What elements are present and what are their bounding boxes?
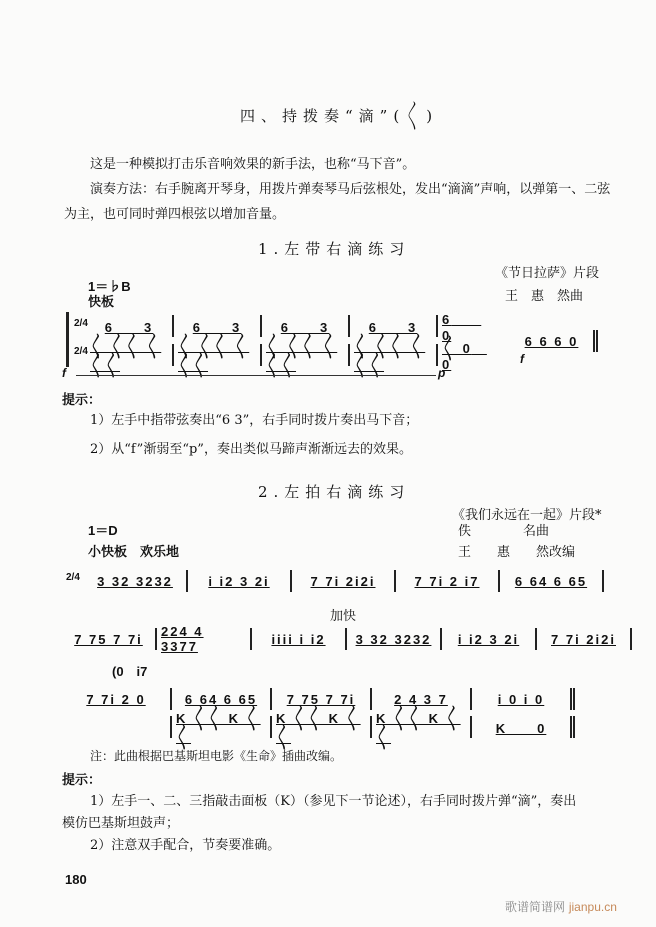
exercise-1-upper-staff (86, 312, 486, 343)
page-number: 180 (65, 872, 87, 887)
measure: 6 3 (104, 319, 154, 335)
measure: 7 75 7 7i (74, 631, 143, 647)
measure: 6 64 6 65 (184, 691, 258, 707)
measure: 〱 0 0 (442, 341, 487, 372)
exercise-1-tail (510, 330, 598, 352)
measure: K 〱〱 K 〱〱 (376, 711, 461, 745)
tips-1-item: 1）左手中指带弦奏出“6 3”，右手同时拨片奏出马下音； (90, 413, 419, 428)
exercise-2-composer: 佚 名曲 (458, 524, 550, 539)
dynamic-f-tail: f (520, 352, 524, 366)
measure: K 0 (495, 720, 547, 736)
exercise-1-title: 1.左带右滴练习 (258, 240, 411, 258)
measure: 7 7i 2 i7 (414, 573, 480, 589)
system-brace (66, 312, 69, 367)
tips-1-item: 2）从“f”渐弱至“p”，奏出类似马蹄声渐渐远去的效果。 (90, 442, 412, 457)
exercise-2-row-2 (62, 624, 632, 654)
measure: i i2 3 2i (208, 573, 270, 589)
exercise-2-percussion-row (170, 711, 575, 745)
exercise-2-row-3 (62, 688, 575, 710)
alternate-line: (0 i7 (112, 664, 148, 679)
exercise-1-source: 《节日拉萨》片段 (495, 266, 600, 281)
exercise-1-composer: 王 惠 然曲 (505, 289, 584, 304)
intro-line-2: 演奏方法：右手腕离开琴身，用拨片弹奏琴马后弦根处，发出“滴滴”声响，以弹第一、二弦 (90, 182, 611, 197)
measure: 〱 〱〱 〱 〱〱 (266, 339, 338, 373)
measure: 〱 〱〱 〱 〱〱 (90, 339, 162, 373)
measure: iiii i i2 (271, 631, 326, 647)
diminuendo-line (76, 375, 436, 376)
measure: 〱 〱〱 〱 〱〱 (354, 339, 426, 373)
measure: 7 7i 2i2i (551, 631, 616, 647)
measure: 6 0 (442, 312, 482, 343)
measure: 3 32 3232 (97, 573, 173, 589)
dynamic-f: f (62, 366, 66, 380)
measure: 6 3 (280, 319, 330, 335)
exercise-2-title: 2.左拍右滴练习 (258, 483, 411, 501)
measure: 6 3 (368, 319, 418, 335)
tips-2-item: 1）左手一、二、三指敲击面板（K）（参见下一节论述），右手同时拨片弹“滴”，奏出 (90, 794, 577, 809)
exercise-2-arranger: 王 惠 然改编 (458, 545, 576, 560)
exercise-2-source: 《我们永远在一起》片段* (452, 508, 602, 523)
tips-2-item: 2）注意双手配合，节奏要准确。 (90, 838, 281, 853)
measure: 〱 〱〱 〱 〱〱 (178, 339, 250, 373)
measure: K 〱〱 K 〱〱 (276, 711, 361, 745)
accelerando-marking: 加快 (330, 609, 357, 624)
measure: 224 4 3377 (161, 624, 204, 654)
measure: 7 75 7 7i (286, 691, 356, 707)
time-signature: 2/4 (74, 318, 88, 329)
measure: i 0 i 0 (497, 691, 545, 707)
section-title: 四、持拨奏“滴”(〱) (240, 107, 439, 125)
tips-1-label: 提示： (62, 392, 102, 407)
exercise-1-tempo: 快板 (88, 294, 115, 309)
tips-2-item: 模仿巴基斯坦鼓声； (62, 816, 180, 831)
measure: 6 64 6 65 (514, 573, 588, 589)
measure: 6 6 6 0 (524, 333, 579, 349)
time-signature: 2/4 (66, 572, 80, 583)
exercise-2-tempo: 小快板 欢乐地 (88, 544, 180, 559)
measure: 3 32 3232 (355, 631, 432, 647)
watermark-en: jianpu.cn (568, 900, 617, 914)
measure: 2 4 3 7 (394, 691, 448, 707)
footnote: 注：此曲根据巴基斯坦电影《生命》插曲改编。 (90, 749, 343, 763)
intro-line-1: 这是一种模拟打击乐音响效果的新手法，也称“马下音”。 (90, 157, 416, 172)
exercise-1-key: 1＝♭B (88, 279, 131, 294)
exercise-1-lower-staff (86, 339, 487, 373)
measure: 6 3 (192, 319, 242, 335)
time-signature-lower: 2/4 (74, 346, 88, 357)
exercise-2-key: 1＝D (88, 523, 118, 538)
watermark-cn: 歌谱简谱网 (505, 900, 566, 914)
measure: i i2 3 2i (457, 631, 520, 647)
measure: 7 7i 2i2i (310, 573, 376, 589)
intro-line-3: 为主，也可同时弹四根弦以增加音量。 (64, 207, 286, 222)
watermark (505, 898, 617, 915)
dynamic-p: p (438, 366, 446, 380)
tips-2-label: 提示： (62, 772, 102, 787)
measure: K 〱〱 K 〱〱 (176, 711, 261, 745)
exercise-2-row-1 (84, 570, 604, 592)
measure: 7 7i 2 0 (86, 691, 146, 707)
